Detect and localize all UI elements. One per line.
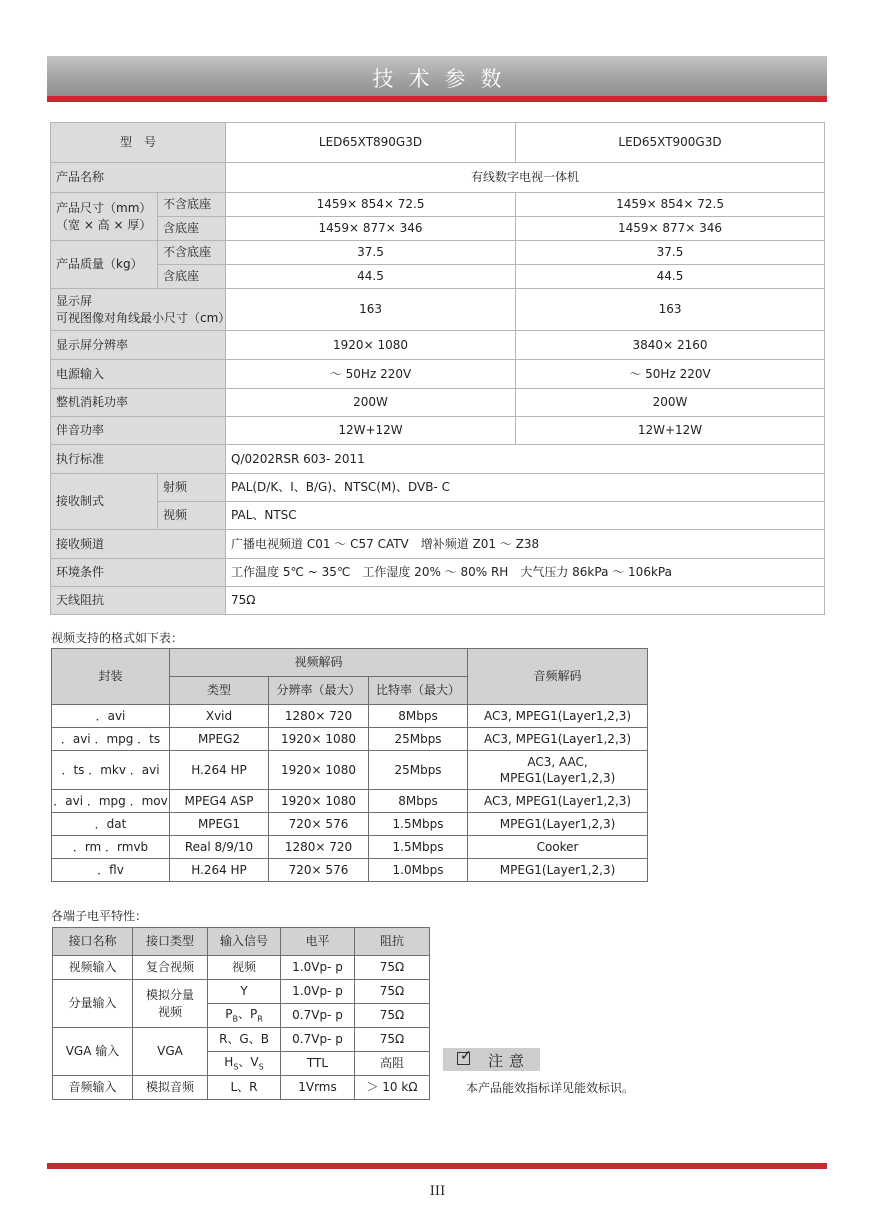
cell-type: H.264 HP bbox=[170, 859, 269, 882]
cell-resolution: 720× 576 bbox=[269, 813, 369, 836]
cell-bitrate: 8Mbps bbox=[369, 705, 468, 728]
header-resolution: 分辨率（最大） bbox=[269, 677, 369, 705]
screen-label-line2: 可视图像对角线最小尺寸（cm） bbox=[56, 310, 231, 325]
cell-impedance: 高阻 bbox=[355, 1052, 430, 1076]
reception-sub1-value: PAL(D/K、I、B/G)、NTSC(M)、DVB- C bbox=[226, 474, 825, 502]
cell-level: 0.7Vp- p bbox=[281, 1004, 355, 1028]
cell-bitrate: 25Mbps bbox=[369, 728, 468, 751]
header-container: 封装 bbox=[52, 649, 170, 705]
cell-container: ．flv bbox=[52, 859, 170, 882]
size-sub1-value-2: 1459× 854× 72.5 bbox=[516, 193, 825, 217]
channels-label: 接收频道 bbox=[51, 530, 226, 559]
signal-sep: 、 bbox=[238, 1054, 251, 1069]
video-header-row-1 bbox=[52, 649, 648, 677]
spec-row-resolution bbox=[51, 331, 825, 360]
cell-container: ．ts ．mkv ．avi bbox=[52, 751, 170, 790]
cell-port-type: 复合视频 bbox=[133, 956, 208, 980]
weight-sub1-label: 不含底座 bbox=[158, 241, 226, 265]
size-sub1-value-1: 1459× 854× 72.5 bbox=[226, 193, 516, 217]
table-row bbox=[53, 956, 430, 980]
size-sub2-label: 含底座 bbox=[158, 217, 226, 241]
cell-resolution: 1280× 720 bbox=[269, 836, 369, 859]
spec-row-size-2 bbox=[51, 217, 825, 241]
video-format-table bbox=[51, 648, 648, 882]
cell-resolution: 1280× 720 bbox=[269, 705, 369, 728]
cell-resolution: 1920× 1080 bbox=[269, 790, 369, 813]
cell-signal: 视频 bbox=[208, 956, 281, 980]
cell-audio: AC3, MPEG1(Layer1,2,3) bbox=[468, 790, 648, 813]
weight-sub1-value-2: 37.5 bbox=[516, 241, 825, 265]
cell-impedance: ＞ 10 kΩ bbox=[355, 1076, 430, 1100]
screen-value-1: 163 bbox=[226, 289, 516, 331]
cell-level: TTL bbox=[281, 1052, 355, 1076]
header-type: 类型 bbox=[170, 677, 269, 705]
reception-sub2-label: 视频 bbox=[158, 502, 226, 530]
cell-level: 1.0Vp- p bbox=[281, 980, 355, 1004]
table-row bbox=[52, 705, 648, 728]
spec-row-model bbox=[51, 123, 825, 163]
cell-signal bbox=[208, 1052, 281, 1076]
signal-h: H bbox=[224, 1054, 234, 1069]
header-impedance: 阻抗 bbox=[355, 928, 430, 956]
table-row bbox=[52, 813, 648, 836]
cell-port-name: 音频输入 bbox=[53, 1076, 133, 1100]
reception-sub1-label: 射频 bbox=[158, 474, 226, 502]
footer-divider bbox=[47, 1163, 827, 1169]
cell-bitrate: 25Mbps bbox=[369, 751, 468, 790]
page-number: III bbox=[429, 1184, 446, 1199]
signal-v: V bbox=[250, 1054, 259, 1069]
screen-label bbox=[51, 289, 231, 331]
cell-audio: MPEG1(Layer1,2,3) bbox=[468, 859, 648, 882]
cell-port-type: VGA bbox=[133, 1028, 208, 1076]
video-section-title: 视频支持的格式如下表： bbox=[51, 631, 184, 645]
model-2: LED65XT900G3D bbox=[516, 123, 825, 163]
signal-sub-b: B bbox=[232, 1014, 238, 1024]
signal-p: P bbox=[225, 1006, 233, 1021]
resolution-value-1: 1920× 1080 bbox=[226, 331, 516, 360]
cell-signal: Y bbox=[208, 980, 281, 1004]
table-row bbox=[53, 1076, 430, 1100]
size-label-line1: 产品尺寸（mm） bbox=[56, 201, 152, 216]
cell-port-name: VGA 输入 bbox=[53, 1028, 133, 1076]
table-row bbox=[52, 751, 648, 790]
header-port-name: 接口名称 bbox=[53, 928, 133, 956]
size-sub1-label: 不含底座 bbox=[158, 193, 226, 217]
table-row bbox=[53, 1028, 430, 1052]
checkbox-icon: ✓ bbox=[457, 1052, 470, 1065]
spec-table bbox=[50, 122, 825, 615]
resolution-value-2: 3840× 2160 bbox=[516, 331, 825, 360]
standard-value: Q/0202RSR 603- 2011 bbox=[226, 445, 825, 474]
cell-bitrate: 8Mbps bbox=[369, 790, 468, 813]
power-consumption-value-2: 200W bbox=[516, 389, 825, 417]
reception-sub2-value: PAL、NTSC bbox=[226, 502, 825, 530]
signal-p2: P bbox=[249, 1006, 258, 1021]
spec-row-audio-power bbox=[51, 417, 825, 445]
header-audio-decode: 音频解码 bbox=[468, 649, 648, 705]
cell-container: ．dat bbox=[52, 813, 170, 836]
spec-row-weight-2 bbox=[51, 265, 825, 289]
spec-row-screen bbox=[51, 289, 825, 331]
spec-row-power-consumption bbox=[51, 389, 825, 417]
spec-row-power-input bbox=[51, 360, 825, 389]
environment-value: 工作温度 5℃ ~ 35℃ 工作湿度 20% ～ 80% RH 大气压力 86kPa ～ 106kPa bbox=[226, 559, 825, 587]
header-input-signal: 输入信号 bbox=[208, 928, 281, 956]
weight-sub2-label: 含底座 bbox=[158, 265, 226, 289]
cell-container: ．avi bbox=[52, 705, 170, 728]
audio-power-label: 伴音功率 bbox=[51, 417, 226, 445]
spec-row-channels bbox=[51, 530, 825, 559]
cell-port-name: 分量输入 bbox=[53, 980, 133, 1028]
cell-type: MPEG4 ASP bbox=[170, 790, 269, 813]
size-sub2-value-1: 1459× 877× 346 bbox=[226, 217, 516, 241]
cell-signal: L、R bbox=[208, 1076, 281, 1100]
cell-audio: Cooker bbox=[468, 836, 648, 859]
spec-row-environment bbox=[51, 559, 825, 587]
resolution-label: 显示屏分辨率 bbox=[51, 331, 226, 360]
standard-label: 执行标准 bbox=[51, 445, 226, 474]
cell-bitrate: 1.5Mbps bbox=[369, 836, 468, 859]
weight-label: 产品质量（kg） bbox=[51, 241, 158, 289]
cell-container: ．rm ．rmvb bbox=[52, 836, 170, 859]
cell-type: Real 8/9/10 bbox=[170, 836, 269, 859]
header-port-type: 接口类型 bbox=[133, 928, 208, 956]
signal-sub-r: R bbox=[257, 1014, 263, 1024]
cell-port-name: 视频输入 bbox=[53, 956, 133, 980]
weight-sub1-value-1: 37.5 bbox=[226, 241, 516, 265]
port-section-title: 各端子电平特性： bbox=[51, 909, 148, 923]
cell-type: MPEG2 bbox=[170, 728, 269, 751]
notice-label: 注意 bbox=[488, 1052, 531, 1070]
table-row bbox=[52, 836, 648, 859]
cell-signal: R、G、B bbox=[208, 1028, 281, 1052]
cell-port-type: 模拟音频 bbox=[133, 1076, 208, 1100]
header-divider bbox=[47, 96, 827, 102]
spec-row-impedance bbox=[51, 587, 825, 615]
environment-label: 环境条件 bbox=[51, 559, 226, 587]
power-input-value-2: ～ 50Hz 220V bbox=[516, 360, 825, 389]
cell-audio: AC3, MPEG1(Layer1,2,3) bbox=[468, 705, 648, 728]
cell-audio: AC3, MPEG1(Layer1,2,3) bbox=[468, 728, 648, 751]
impedance-value: 75Ω bbox=[226, 587, 825, 615]
power-input-label: 电源输入 bbox=[51, 360, 226, 389]
cell-type: H.264 HP bbox=[170, 751, 269, 790]
table-row bbox=[52, 728, 648, 751]
screen-value-2: 163 bbox=[516, 289, 825, 331]
cell-level: 1.0Vp- p bbox=[281, 956, 355, 980]
cell-type: MPEG1 bbox=[170, 813, 269, 836]
cell-bitrate: 1.5Mbps bbox=[369, 813, 468, 836]
spec-row-weight-1 bbox=[51, 241, 825, 265]
header-level: 电平 bbox=[281, 928, 355, 956]
spec-row-standard bbox=[51, 445, 825, 474]
spec-row-name bbox=[51, 163, 825, 193]
cell-impedance: 75Ω bbox=[355, 1028, 430, 1052]
spec-row-reception-2 bbox=[51, 502, 825, 530]
size-sub2-value-2: 1459× 877× 346 bbox=[516, 217, 825, 241]
table-row bbox=[52, 790, 648, 813]
page-title: 技术参数 bbox=[372, 67, 517, 91]
name-label: 产品名称 bbox=[51, 163, 226, 193]
cell-port-type: 模拟分量视频 bbox=[133, 980, 208, 1028]
spec-row-size-1 bbox=[51, 193, 825, 217]
header-video-decode: 视频解码 bbox=[170, 649, 468, 677]
notice-text: 本产品能效指标详见能效标识。 bbox=[466, 1081, 635, 1095]
cell-level: 1Vrms bbox=[281, 1076, 355, 1100]
screen-label-line1: 显示屏 bbox=[56, 294, 93, 309]
cell-audio: AC3, AAC, MPEG1(Layer1,2,3) bbox=[468, 751, 648, 790]
reception-label: 接收制式 bbox=[51, 474, 158, 530]
audio-power-value-1: 12W+12W bbox=[226, 417, 516, 445]
power-consumption-value-1: 200W bbox=[226, 389, 516, 417]
cell-container: ．avi ．mpg ．ts bbox=[52, 728, 170, 751]
port-header-row bbox=[53, 928, 430, 956]
weight-sub2-value-1: 44.5 bbox=[226, 265, 516, 289]
signal-sub-hs: S bbox=[233, 1062, 239, 1072]
signal-sub-vs: S bbox=[258, 1062, 264, 1072]
model-1: LED65XT890G3D bbox=[226, 123, 516, 163]
cell-resolution: 720× 576 bbox=[269, 859, 369, 882]
cell-impedance: 75Ω bbox=[355, 980, 430, 1004]
model-label: 型 号 bbox=[51, 123, 226, 163]
size-label-line2: （宽 × 高 × 厚） bbox=[56, 217, 152, 232]
cell-type: Xvid bbox=[170, 705, 269, 728]
cell-resolution: 1920× 1080 bbox=[269, 751, 369, 790]
power-consumption-label: 整机消耗功率 bbox=[51, 389, 226, 417]
impedance-label: 天线阻抗 bbox=[51, 587, 226, 615]
port-level-table bbox=[52, 927, 430, 1100]
header-bitrate: 比特率（最大） bbox=[369, 677, 468, 705]
cell-audio: MPEG1(Layer1,2,3) bbox=[468, 813, 648, 836]
weight-sub2-value-2: 44.5 bbox=[516, 265, 825, 289]
cell-bitrate: 1.0Mbps bbox=[369, 859, 468, 882]
header-bar bbox=[47, 56, 827, 96]
cell-signal bbox=[208, 1004, 281, 1028]
name-value: 有线数字电视一体机 bbox=[226, 163, 825, 193]
cell-container: ．avi ．mpg ．mov bbox=[52, 790, 170, 813]
power-input-value-1: ～ 50Hz 220V bbox=[226, 360, 516, 389]
notice-badge bbox=[443, 1048, 540, 1071]
cell-impedance: 75Ω bbox=[355, 956, 430, 980]
channels-value: 广播电视频道 C01 ～ C57 CATV 增补频道 Z01 ～ Z38 bbox=[226, 530, 825, 559]
signal-sep: 、 bbox=[237, 1006, 250, 1021]
spec-row-reception-1 bbox=[51, 474, 825, 502]
table-row bbox=[52, 859, 648, 882]
table-row bbox=[53, 980, 430, 1004]
cell-resolution: 1920× 1080 bbox=[269, 728, 369, 751]
size-label bbox=[51, 193, 158, 241]
cell-impedance: 75Ω bbox=[355, 1004, 430, 1028]
cell-level: 0.7Vp- p bbox=[281, 1028, 355, 1052]
audio-power-value-2: 12W+12W bbox=[516, 417, 825, 445]
